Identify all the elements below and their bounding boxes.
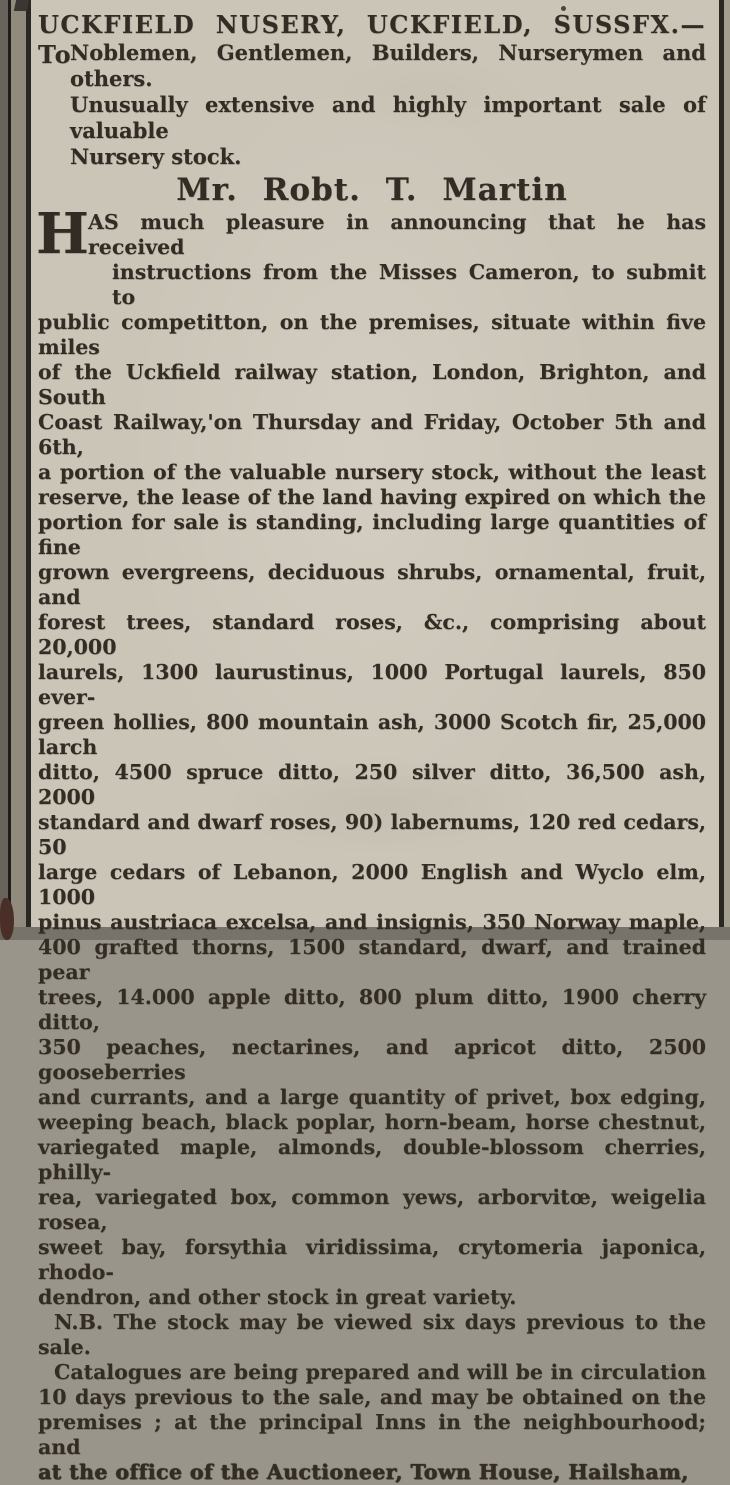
text-line: N.B. The stock may be viewed six days previous to the [54,1310,706,1334]
text-line: Unusually extensive and highly important sale of valuable [70,92,706,143]
text-line: forest trees, standard roses, &c., comprising about 20,000 [38,610,706,659]
paper-edge-strip-left [11,0,26,940]
drop-cap: H [36,201,89,267]
text-line: laurels, 1300 laurustinus, 1000 Portugal laurels, 850 ever- [38,660,706,709]
text-line: 400 grafted thorns, 1500 standard, dwarf, and trained pear [38,935,706,984]
text-line: of the Uckfield railway station, London, Brighton, and South [38,360,706,409]
notice-title: UCKFIELD NUSERY, UCKFIELD, SUSSFX.—To [38,10,706,69]
paper-edge-strip-right [724,0,730,940]
text-line: at the office of the Auctioneer, Town House, Hailsham, [38,1460,689,1484]
text-line: Coast Railway,'on Thursday and Friday, October 5th and 6th, [38,410,706,459]
text-line: public competitton, on the premises, situate within five miles [38,310,706,359]
notice-content [38,10,706,1485]
text-line: variegated maple, almonds, double-blossom cherries, philly- [38,1135,706,1184]
text-line: Noblemen, Gentlemen, Builders, Nurserymen and others. [70,40,706,91]
text-line: 350 peaches, nectarines, and apricot ditto, 2500 gooseberries [38,1035,706,1084]
text-line: grown evergreens, deciduous shrubs, ornamental, fruit, and [38,560,706,609]
catalogues-paragraph [38,1360,706,1485]
ink-mark [14,0,29,11]
text-line: weeping beach, black poplar, horn-beam, horse chestnut, [38,1110,706,1134]
text-line: instructions from the Misses Cameron, to submit to [112,260,706,309]
notice-subtitle [38,40,706,170]
text-line: Catalogues are being prepared and will be in circulation [54,1360,706,1384]
text-line: large cedars of Lebanon, 2000 English and Wyclo elm, 1000 [38,860,706,909]
ink-blob [0,898,14,940]
scan-gutter-left [0,0,8,940]
body-paragraph [38,210,706,1310]
text-line: trees, 14.000 apple ditto, 800 plum ditto, 1900 cherry ditto, [38,985,706,1034]
text-line: premises ; at the principal Inns in the neighbourhood; and [38,1410,706,1459]
text-line: standard and dwarf roses, 90) labernums, 120 red cedars, 50 [38,810,706,859]
text-line: pinus austriaca excelsa, and insignis, 350 Norway maple, [38,910,706,934]
text-line: sale. [38,1335,91,1359]
text-line: portion for sale is standing, including large quantities of fine [38,510,706,559]
column-rule-left [26,0,31,940]
text-line: reserve, the lease of the land having expired on which the [38,485,706,509]
text-line: rea, variegated box, common yews, arborvitœ, weigelia rosea, [38,1185,706,1234]
text-line: dendron, and other stock in great variety. [38,1285,517,1309]
text-line: and currants, and a large quantity of privet, box edging, [38,1085,706,1109]
text-line: ditto, 4500 spruce ditto, 250 silver ditto, 36,500 ash, 2000 [38,760,706,809]
notice-body [36,201,706,1310]
text-line: green hollies, 800 mountain ash, 3000 Scotch fir, 25,000 larch [38,710,706,759]
text-line: AS much pleasure in announcing that he has received [88,210,706,259]
text-line: 10 days previous to the sale, and may be obtained on the [38,1385,706,1409]
text-line: sweet bay, forsythia viridissima, crytomeria japonica, rhodo- [38,1235,706,1284]
text-line: a portion of the valuable nursery stock, without the least [38,460,706,484]
nb-paragraph [38,1310,706,1360]
text-line: Nursery stock. [70,144,242,169]
auctioneer-name: Mr. Robt. T. Martin [176,172,568,208]
